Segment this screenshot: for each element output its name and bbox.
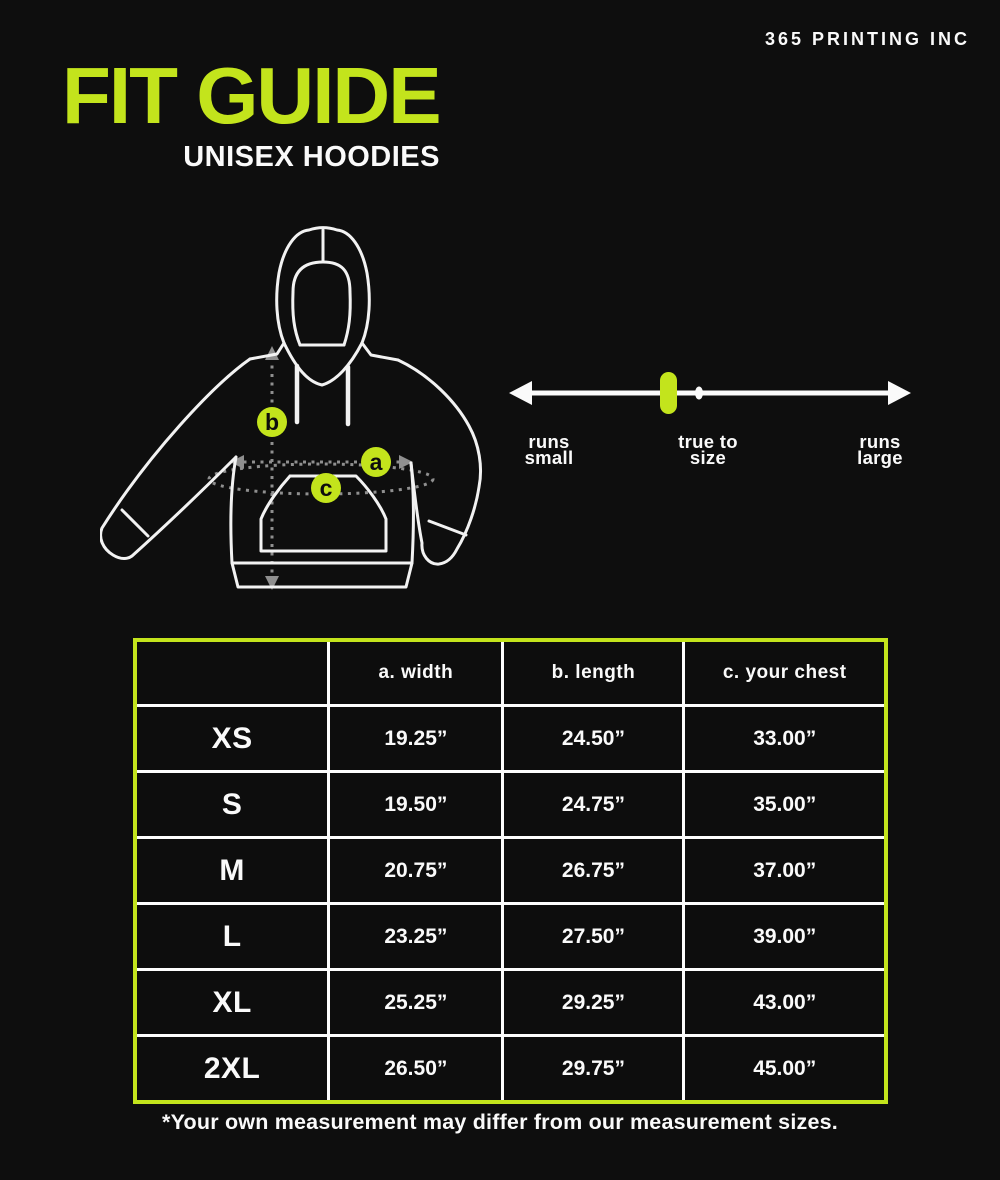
- size-cell: 2XL: [135, 1036, 329, 1103]
- scale-label-true-to-size: true to size: [678, 431, 738, 468]
- brand-name: 365 PRINTING INC: [764, 29, 970, 49]
- scale-marker: [660, 372, 677, 414]
- footnote: *Your own measurement may differ from our measurement sizes.: [162, 1110, 838, 1134]
- width-cell: 19.50”: [329, 772, 503, 838]
- table-row: [135, 772, 886, 838]
- scale-arrow-icon: [509, 381, 911, 405]
- table-row: [135, 970, 886, 1036]
- table-row: [135, 1036, 886, 1103]
- scale-label-runs-large: runs large: [857, 431, 903, 468]
- column-header-chest: c. your chest: [684, 640, 886, 706]
- width-cell: 25.25”: [329, 970, 503, 1036]
- marker-b: [257, 407, 287, 437]
- size-cell: S: [135, 772, 329, 838]
- length-cell: 27.50”: [503, 904, 684, 970]
- width-cell: 26.50”: [329, 1036, 503, 1103]
- size-cell: XS: [135, 706, 329, 772]
- title-block: [62, 51, 440, 174]
- marker-c: [311, 473, 341, 503]
- chest-cell: 43.00”: [684, 970, 886, 1036]
- size-table: [133, 638, 888, 1104]
- chest-cell: 37.00”: [684, 838, 886, 904]
- size-cell: L: [135, 904, 329, 970]
- column-header-size: [135, 640, 329, 706]
- column-header-width: a. width: [329, 640, 503, 706]
- chest-cell: 45.00”: [684, 1036, 886, 1103]
- width-cell: 20.75”: [329, 838, 503, 904]
- page-subtitle: UNISEX HOODIES: [183, 141, 440, 173]
- marker-b-label: b: [264, 409, 280, 435]
- length-cell: 24.50”: [503, 706, 684, 772]
- table-row: [135, 706, 886, 772]
- marker-a: [361, 447, 391, 477]
- length-cell: 29.75”: [503, 1036, 684, 1103]
- marker-a-label: a: [369, 449, 383, 475]
- width-cell: 23.25”: [329, 904, 503, 970]
- table-row: [135, 838, 886, 904]
- length-cell: 24.75”: [503, 772, 684, 838]
- chest-cell: 39.00”: [684, 904, 886, 970]
- marker-c-label: c: [319, 475, 333, 501]
- size-cell: XL: [135, 970, 329, 1036]
- scale-dot: [695, 387, 703, 400]
- fit-scale: [505, 368, 915, 420]
- size-cell: M: [135, 838, 329, 904]
- chest-cell: 33.00”: [684, 706, 886, 772]
- table-row: [135, 904, 886, 970]
- length-cell: 29.25”: [503, 970, 684, 1036]
- scale-label-runs-small: runs small: [524, 431, 574, 468]
- page-title: FIT GUIDE: [62, 51, 440, 140]
- chest-cell: 35.00”: [684, 772, 886, 838]
- column-header-length: b. length: [503, 640, 684, 706]
- width-cell: 19.25”: [329, 706, 503, 772]
- hoodie-outline: [101, 228, 481, 587]
- length-cell: 26.75”: [503, 838, 684, 904]
- table-header-row: [135, 640, 886, 706]
- hoodie-diagram: [100, 215, 500, 615]
